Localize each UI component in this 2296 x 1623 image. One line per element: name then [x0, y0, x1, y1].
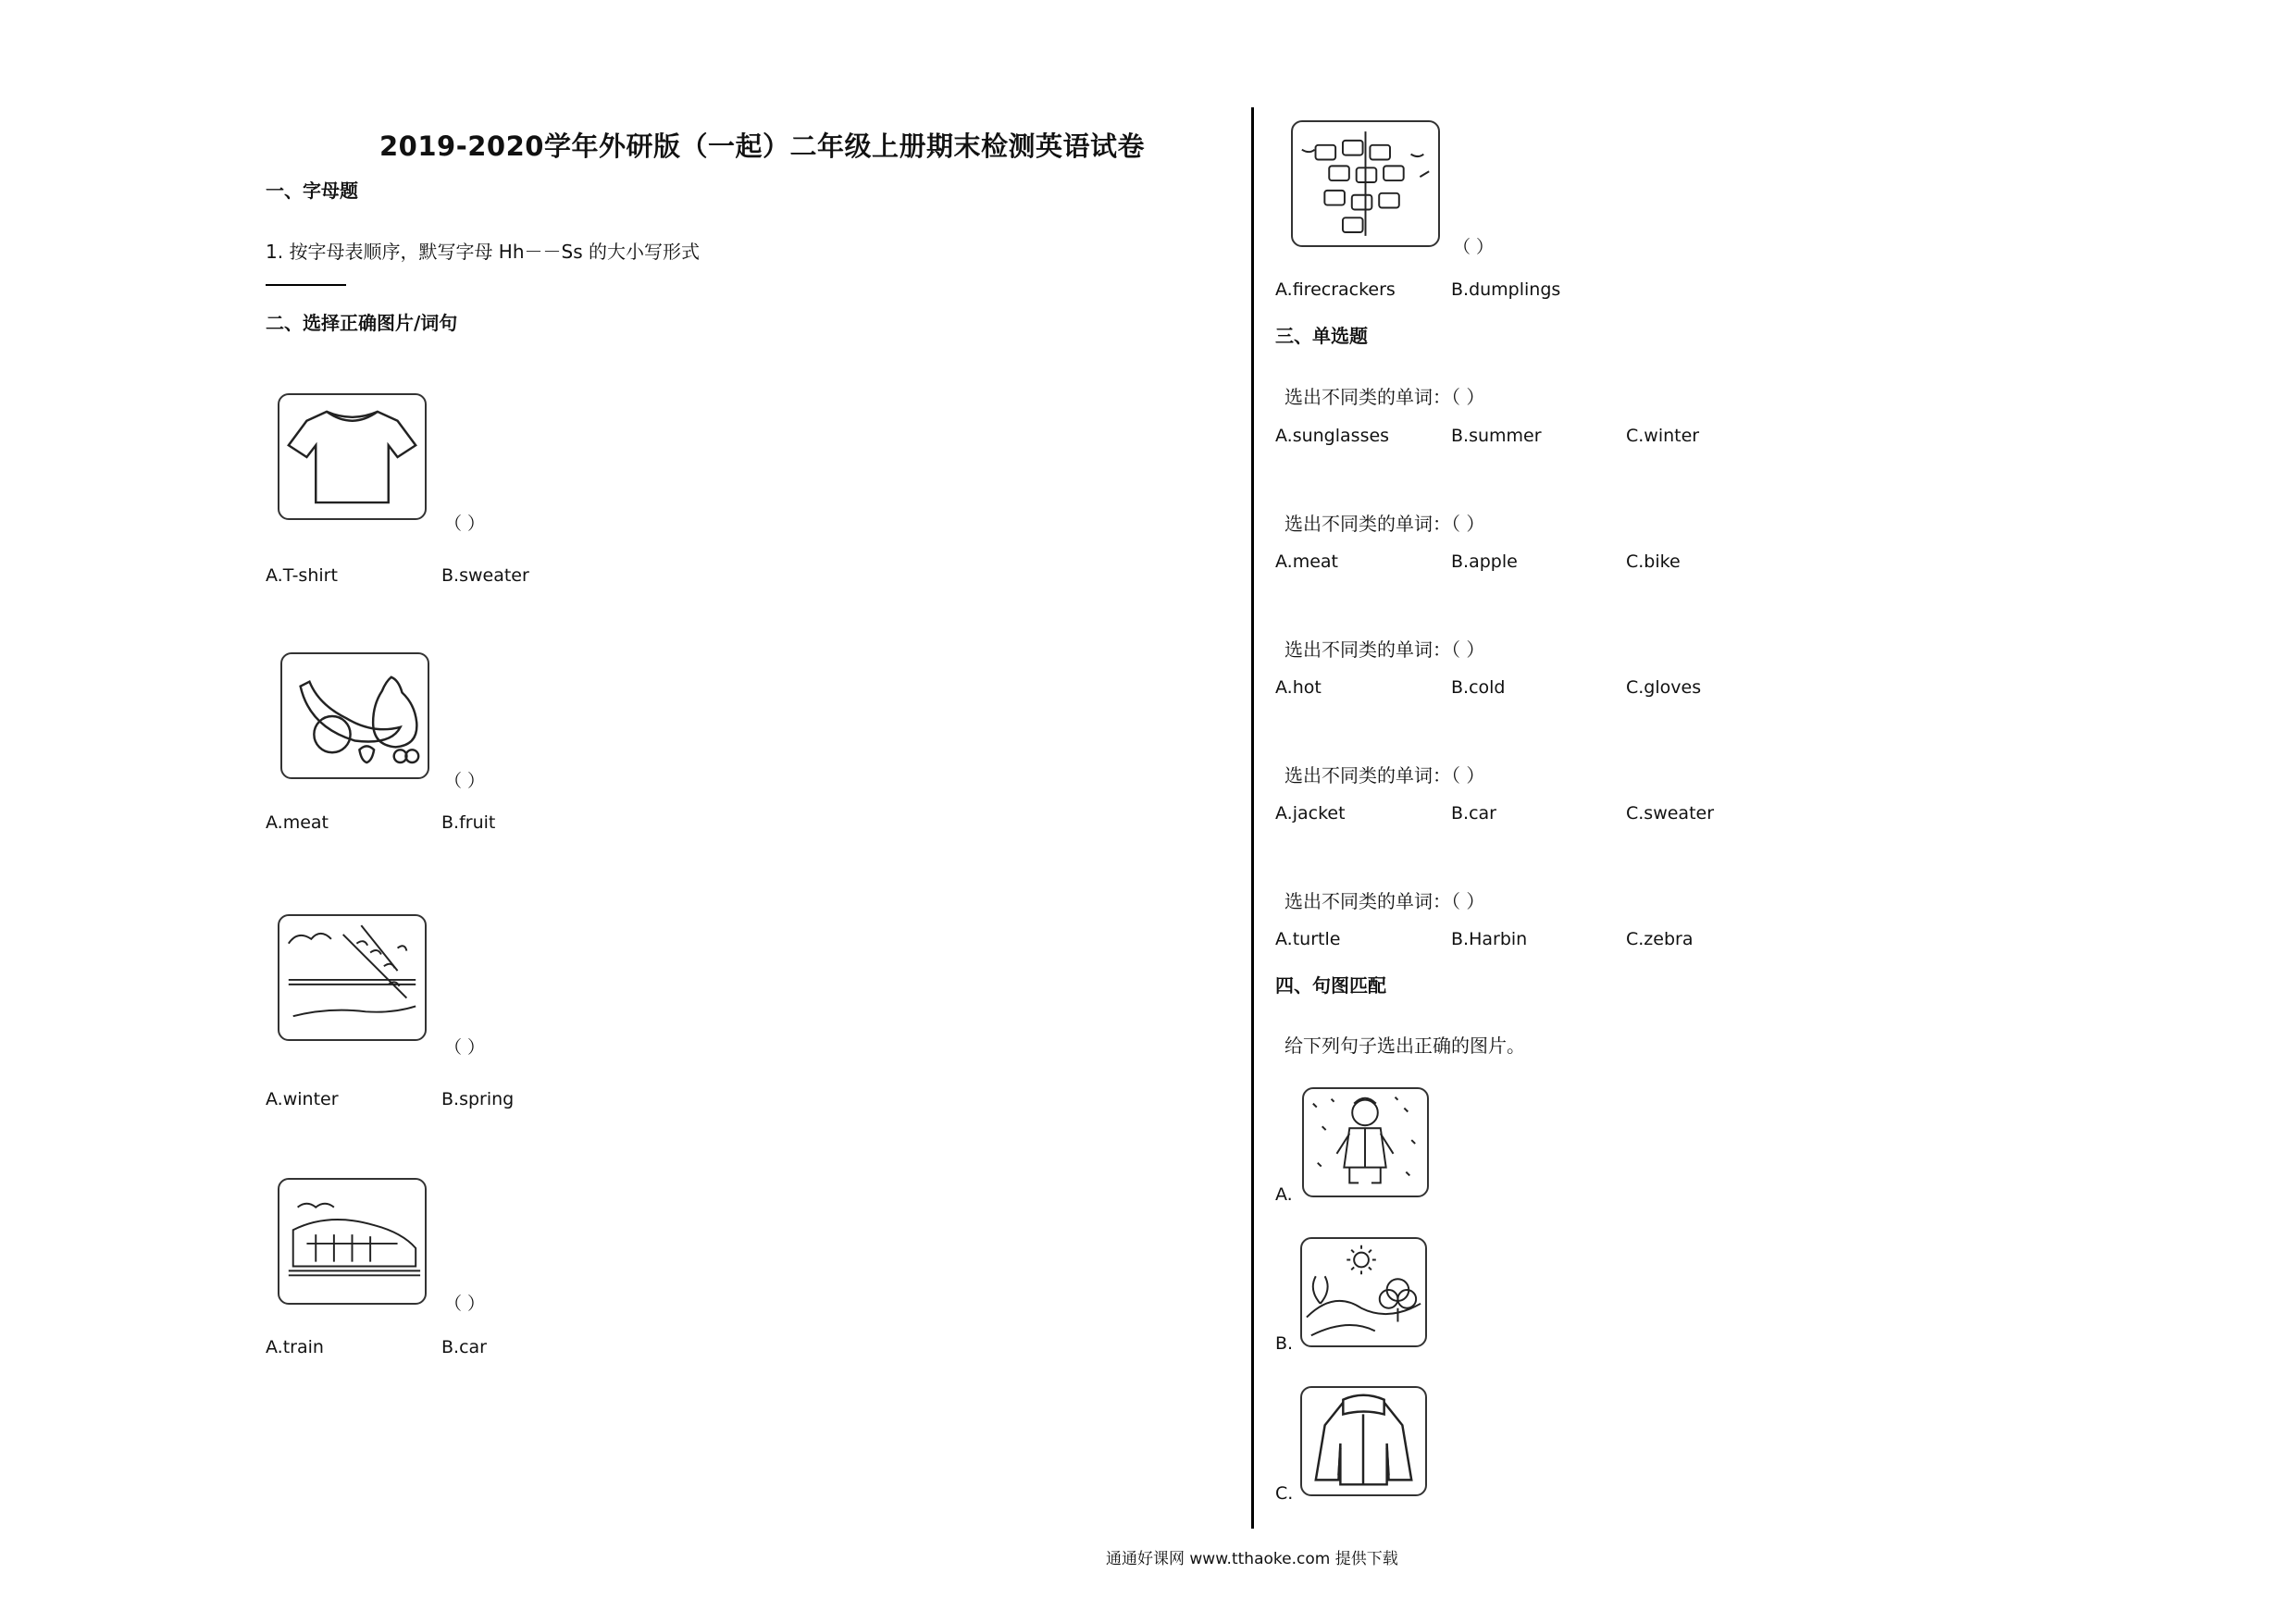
- section1-heading: 一、字母题: [266, 180, 358, 202]
- q3-2-option-b[interactable]: B.apple: [1451, 551, 1518, 572]
- answer-paren-2: （ ）: [444, 771, 486, 791]
- firecrackers-picture: [1291, 120, 1440, 247]
- answer-paren-5: （ ）: [1453, 237, 1495, 257]
- option-a-5[interactable]: A.firecrackers: [1275, 279, 1396, 300]
- tshirt-picture: [278, 393, 427, 520]
- question-1: 1. 按字母表顺序，默写字母 Hh－－Ss 的大小写形式: [266, 241, 700, 263]
- q3-1-option-a[interactable]: A.sunglasses: [1275, 426, 1390, 446]
- column-divider: [1251, 107, 1254, 1529]
- q3-1-option-c[interactable]: C.winter: [1626, 426, 1700, 446]
- section2-heading: 二、选择正确图片/词句: [266, 312, 458, 334]
- q3-3-prompt: 选出不同类的单词：（ ）: [1285, 638, 1485, 661]
- option-b-1[interactable]: B.sweater: [441, 565, 529, 586]
- footer-source: 通通好课网 www.tthaoke.com 提供下载: [1106, 1550, 1398, 1568]
- option-b-4[interactable]: B.car: [441, 1337, 487, 1357]
- option-a-3[interactable]: A.winter: [266, 1089, 339, 1109]
- q3-3-option-b[interactable]: B.cold: [1451, 677, 1506, 698]
- cold-child-picture: [1302, 1087, 1429, 1197]
- section4-instruction: 给下列句子选出正确的图片。: [1285, 1035, 1525, 1057]
- q3-2-option-c[interactable]: C.bike: [1626, 551, 1681, 572]
- q3-4-prompt: 选出不同类的单词：（ ）: [1285, 764, 1485, 787]
- q3-5-prompt: 选出不同类的单词：（ ）: [1285, 890, 1485, 912]
- page-title: 2019-2020学年外研版（一起）二年级上册期末检测英语试卷: [379, 130, 1145, 162]
- answer-paren-4: （ ）: [444, 1294, 486, 1314]
- option-b-5[interactable]: B.dumplings: [1451, 279, 1561, 300]
- answer-blank-line: [266, 284, 346, 286]
- q3-2-option-a[interactable]: A.meat: [1275, 551, 1338, 572]
- q3-5-option-c[interactable]: C.zebra: [1626, 929, 1694, 949]
- jacket-picture: [1300, 1386, 1427, 1496]
- q3-2-prompt: 选出不同类的单词：（ ）: [1285, 513, 1485, 535]
- q3-5-option-a[interactable]: A.turtle: [1275, 929, 1341, 949]
- option-a-label[interactable]: A.: [1275, 1184, 1293, 1205]
- q3-4-option-c[interactable]: C.sweater: [1626, 803, 1715, 824]
- answer-paren-3: （ ）: [444, 1037, 486, 1058]
- spring-picture: [278, 914, 427, 1041]
- option-a-1[interactable]: A.T-shirt: [266, 565, 338, 586]
- q3-4-option-b[interactable]: B.car: [1451, 803, 1496, 824]
- q3-5-option-b[interactable]: B.Harbin: [1451, 929, 1528, 949]
- q3-3-option-c[interactable]: C.gloves: [1626, 677, 1702, 698]
- sunny-landscape-picture: [1300, 1237, 1427, 1347]
- q3-3-option-a[interactable]: A.hot: [1275, 677, 1322, 698]
- option-b-label[interactable]: B.: [1275, 1333, 1294, 1354]
- answer-paren-1: （ ）: [444, 514, 486, 534]
- option-b-3[interactable]: B.spring: [441, 1089, 515, 1109]
- train-picture: [278, 1178, 427, 1305]
- q3-4-option-a[interactable]: A.jacket: [1275, 803, 1346, 824]
- option-c-label[interactable]: C.: [1275, 1483, 1294, 1504]
- q3-1-option-b[interactable]: B.summer: [1451, 426, 1542, 446]
- fruit-picture: [280, 652, 429, 779]
- q3-1-prompt: 选出不同类的单词：（ ）: [1285, 386, 1485, 408]
- option-b-2[interactable]: B.fruit: [441, 812, 496, 833]
- option-a-4[interactable]: A.train: [266, 1337, 324, 1357]
- option-a-2[interactable]: A.meat: [266, 812, 329, 833]
- section3-heading: 三、单选题: [1275, 325, 1368, 347]
- section4-heading: 四、句图匹配: [1275, 974, 1386, 997]
